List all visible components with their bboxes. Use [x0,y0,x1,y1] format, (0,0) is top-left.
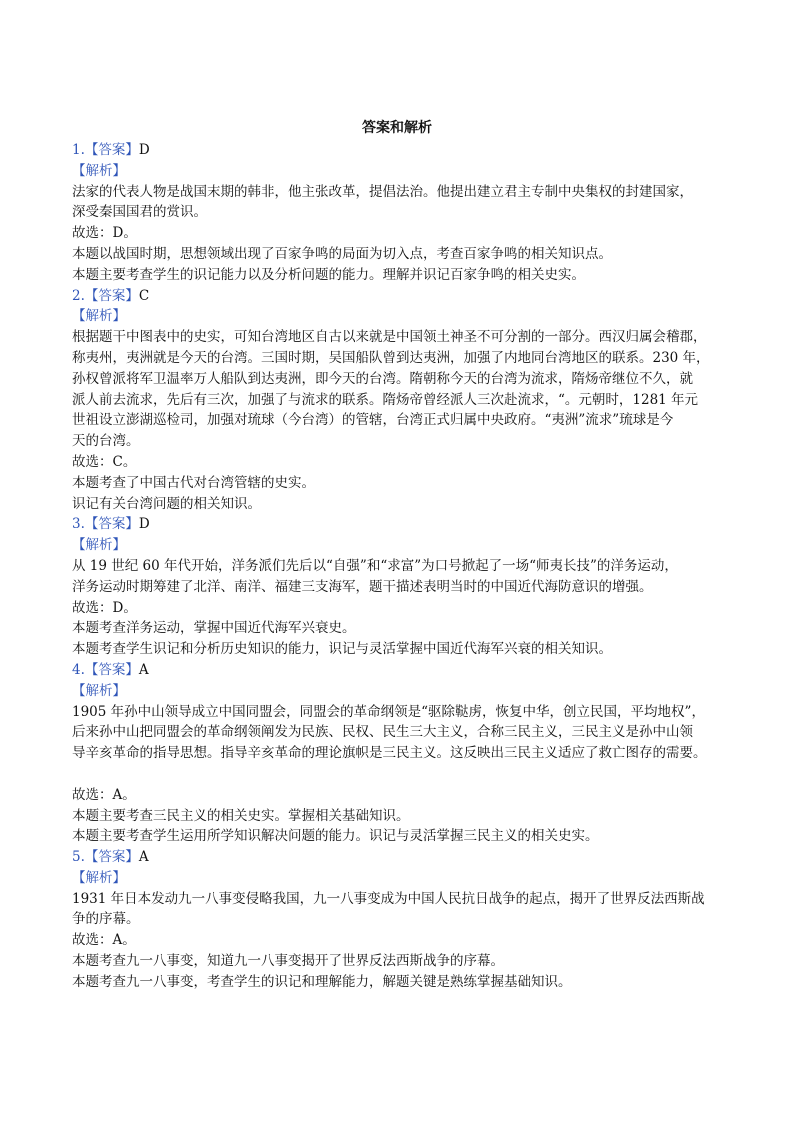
analysis-text-line: 导辛亥革命的指导思想。指导辛亥革命的理论旗帜是三民主义。这反映出三民主义适应了救亡图存的需要。 [72,745,707,762]
question-block [72,140,722,286]
answer-value: D [138,516,150,533]
analysis-text-line: 本题考查九一八事变，考查学生的识记和理解能力，解题关键是熟练掌握基础知识。 [72,973,572,990]
answer-tag: 【答案】 [84,661,139,678]
answer-tag: 【答案】 [84,142,139,158]
answer-line [72,514,722,535]
analysis-text-line: 本题考查九一八事变，知道九一八事变揭开了世界反法西斯战争的序幕。 [72,953,504,970]
analysis-text-line: 天的台湾。 [72,433,140,450]
analysis-text-line: 深受秦国国君的赏识。 [72,204,207,221]
answer-value: A [138,849,149,866]
answer-tag: 【答案】 [84,849,139,866]
analysis-text-line: 本题主要考查学生的识记能力以及分析问题的能力。理解并识记百家争鸣的相关史实。 [72,266,585,283]
analysis-tag: 【解析】 [72,869,126,886]
question-block [72,514,722,660]
analysis-text-line: 根据题干中图表中的史实，可知台湾地区自古以来就是中国领土神圣不可分割的一部分。西汉归属会稽郡， [72,329,707,346]
analysis-text-line: 派人前去流求，先后有三次，加强了与流求的联系。隋炀帝曾经派人三次赴流求，“。元朝时，1281 年元 [72,391,699,408]
analysis-tag: 【解析】 [72,162,126,179]
analysis-text-line: 洋务运动时期筹建了北洋、南洋、福建三支海军，题干描述表明当时的中国近代海防意识的增强。 [72,578,653,595]
analysis-text-line: 故选：A。 [72,786,136,803]
answer-tag: 【答案】 [84,287,139,304]
analysis-text-line: 本题考查了中国古代对台湾管辖的史实。 [72,474,315,491]
question-block [72,286,722,515]
analysis-text-line: 1905 年孙中山领导成立中国同盟会，同盟会的革命纲领是“驱除鞑虏，恢复中华，创立民国，平均地权”， [72,703,705,720]
answer-line [72,847,722,868]
answer-line [72,660,722,681]
analysis-text-line: 世祖设立澎湖巡检司，加强对琉球（今台湾）的管辖，台湾正式归属中央政府。“夷洲”流求”琉球是今 [72,412,674,429]
analysis-text-line: 本题主要考查三民主义的相关史实。掌握相关基础知识。 [72,807,410,824]
answer-value: C [138,287,150,304]
page-title: 答案和解析 [362,120,432,136]
analysis-text-line: 争的序幕。 [72,911,140,928]
analysis-tag: 【解析】 [72,537,126,554]
analysis-tag: 【解析】 [72,682,126,699]
question-number: 3. [72,516,85,533]
analysis-text-line: 故选：C。 [72,453,137,470]
analysis-text-line: 故选：A。 [72,932,136,949]
answer-line [72,140,722,161]
answer-line [72,286,722,307]
analysis-text-line: 本题考查洋务运动，掌握中国近代海军兴衰史。 [72,620,356,637]
analysis-text-line: 本题考查学生识记和分析历史知识的能力，识记与灵活掌握中国近代海军兴衰的相关知识。 [72,641,612,658]
answer-value: A [138,661,149,678]
question-list [72,140,722,993]
answer-tag: 【答案】 [84,516,139,533]
question-number: 5. [72,849,85,866]
analysis-text-line: 法家的代表人物是战国末期的韩非，他主张改革，提倡法治。他提出建立君主专制中央集权的封建国家， [72,183,693,200]
analysis-text-line: 从 19 世纪 60 年代开始，洋务派们先后以“自强”和“求富”为口号掀起了一场“师夷长技”的洋务运动， [72,557,678,574]
question-number: 1. [72,142,85,158]
analysis-text-line: 故选：D。 [72,599,137,616]
analysis-text-line: 识记有关台湾问题的相关知识。 [72,495,261,512]
analysis-tag: 【解析】 [72,308,126,325]
question-number: 2. [72,287,85,304]
blank-line [72,764,722,785]
question-number: 4. [72,661,85,678]
answer-value: D [138,142,150,158]
analysis-text-line: 故选：D。 [72,225,137,242]
analysis-text-line: 后来孙中山把同盟会的革命纲领阐发为民族、民权、民生三大主义，合称三民主义，三民主义是孙中山领 [72,724,693,741]
analysis-text-line: 孙权曾派将军卫温率万人船队到达夷洲，即今天的台湾。隋朝称今天的台湾为流求，隋炀帝继位不久，就 [72,370,693,387]
analysis-text-line: 本题以战国时期，思想领域出现了百家争鸣的局面为切入点，考查百家争鸣的相关知识点。 [72,245,612,262]
analysis-text-line: 1931 年日本发动九一八事变侵略我国，九一八事变成为中国人民抗日战争的起点，揭开了世界反法西斯战 [72,890,705,907]
question-block [72,660,722,847]
question-block [72,847,722,993]
analysis-text-line: 本题主要考查学生运用所学知识解决问题的能力。识记与灵活掌握三民主义的相关史实。 [72,828,599,845]
answer-document [72,118,722,993]
analysis-text-line: 称夷州，夷洲就是今天的台湾。三国时期，吴国船队曾到达夷洲，加强了内地同台湾地区的联系。230 年， [72,349,710,366]
